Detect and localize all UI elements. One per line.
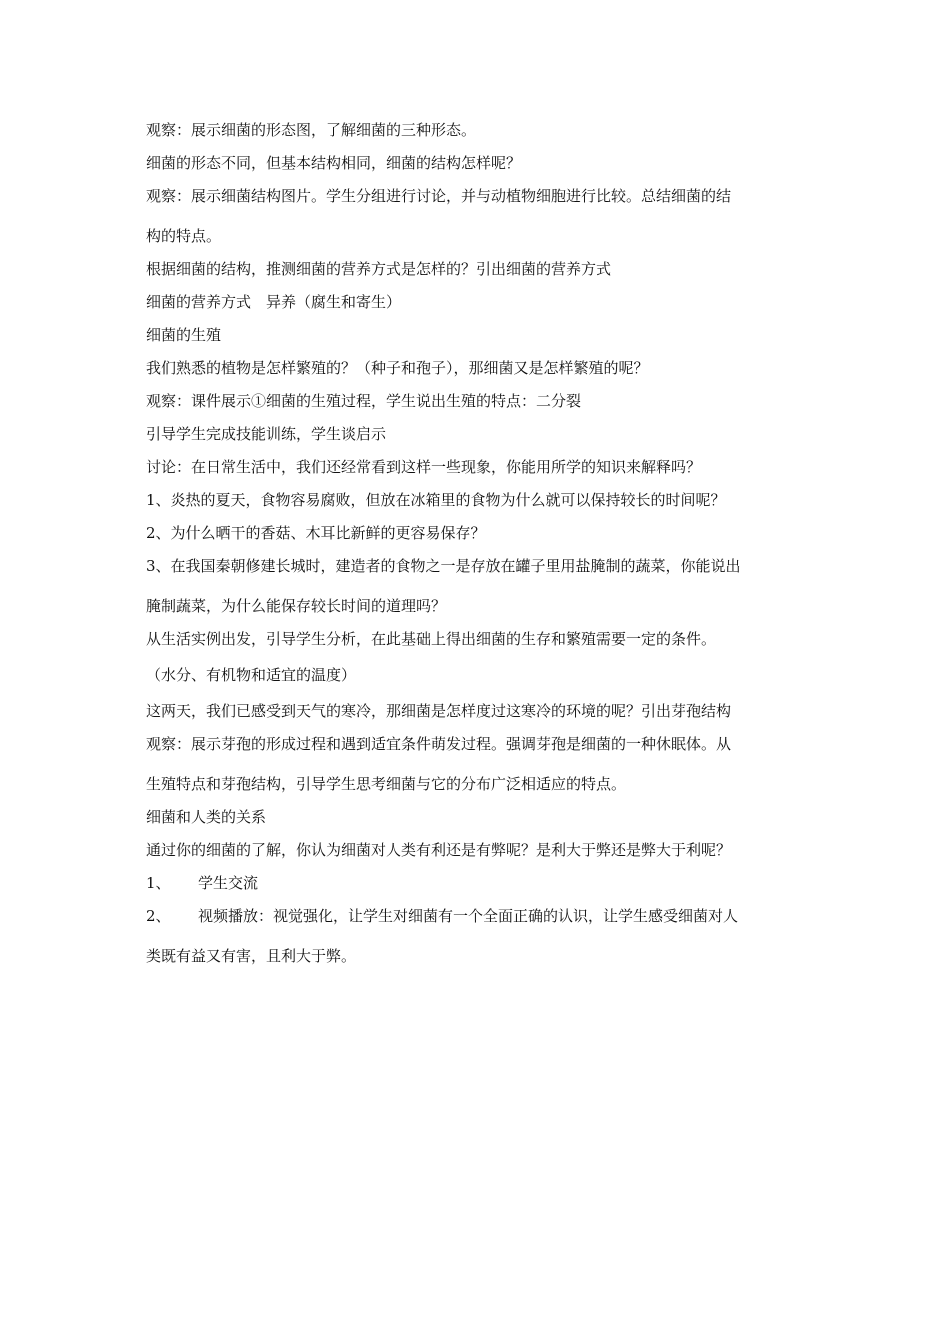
- list-item: [146, 875, 810, 892]
- document-body: [146, 122, 810, 965]
- paragraph-line: 我们熟悉的植物是怎样繁殖的？（种子和孢子），那细菌又是怎样繁殖的呢？: [146, 360, 649, 377]
- paragraph-line: （水分、有机物和适宜的温度）: [146, 667, 357, 684]
- list-text: 学生交流: [198, 875, 259, 892]
- section-heading: 细菌和人类的关系: [146, 809, 267, 826]
- paragraph-line: 观察：展示芽孢的形成过程和遇到适宜条件萌发过程。强调芽孢是细菌的一种休眠体。从: [146, 736, 732, 753]
- paragraph-line: 观察：课件展示①细菌的生殖过程，学生说出生殖的特点：二分裂: [146, 393, 582, 410]
- paragraph-line: 观察：展示细菌的形态图，了解细菌的三种形态。: [146, 122, 477, 139]
- paragraph-line: 从生活实例出发，引导学生分析，在此基础上得出细菌的生存和繁殖需要一定的条件。: [146, 631, 717, 648]
- paragraph-line: 构的特点。: [146, 228, 222, 245]
- paragraph-line: 引导学生完成技能训练，学生谈启示: [146, 426, 387, 443]
- paragraph-line: 细菌的营养方式 异养（腐生和寄生）: [146, 294, 402, 311]
- question-line: 2、为什么晒干的香菇、木耳比新鲜的更容易保存？: [146, 525, 486, 542]
- paragraph-line: 这两天，我们已感受到天气的寒冷，那细菌是怎样度过这寒冷的环境的呢？引出芽孢结构: [146, 703, 732, 720]
- paragraph-line: 类既有益又有害，且利大于弊。: [146, 948, 357, 965]
- question-line: 腌制蔬菜，为什么能保存较长时间的道理吗？: [146, 598, 447, 615]
- paragraph-line: 根据细菌的结构，推测细菌的营养方式是怎样的？引出细菌的营养方式: [146, 261, 612, 278]
- list-text: 视频播放：视觉强化，让学生对细菌有一个全面正确的认识，让学生感受细菌对人: [198, 908, 739, 925]
- paragraph-line: 细菌的形态不同，但基本结构相同，细菌的结构怎样呢？: [146, 155, 522, 172]
- section-heading: 细菌的生殖: [146, 327, 222, 344]
- list-number: 2、: [146, 908, 171, 925]
- list-item: [146, 908, 810, 925]
- paragraph-line: 观察：展示细菌结构图片。学生分组进行讨论，并与动植物细胞进行比较。总结细菌的结: [146, 188, 732, 205]
- paragraph-line: 生殖特点和芽孢结构，引导学生思考细菌与它的分布广泛相适应的特点。: [146, 776, 627, 793]
- question-line: 3、在我国秦朝修建长城时，建造者的食物之一是存放在罐子里用盐腌制的蔬菜，你能说出: [146, 558, 741, 575]
- paragraph-line: 通过你的细菌的了解，你认为细菌对人类有利还是有弊呢？是利大于弊还是弊大于利呢？: [146, 842, 732, 859]
- question-line: 1、炎热的夏天，食物容易腐败，但放在冰箱里的食物为什么就可以保持较长的时间呢？: [146, 492, 726, 509]
- paragraph-line: 讨论：在日常生活中，我们还经常看到这样一些现象，你能用所学的知识来解释吗？: [146, 459, 702, 476]
- list-number: 1、: [146, 875, 171, 892]
